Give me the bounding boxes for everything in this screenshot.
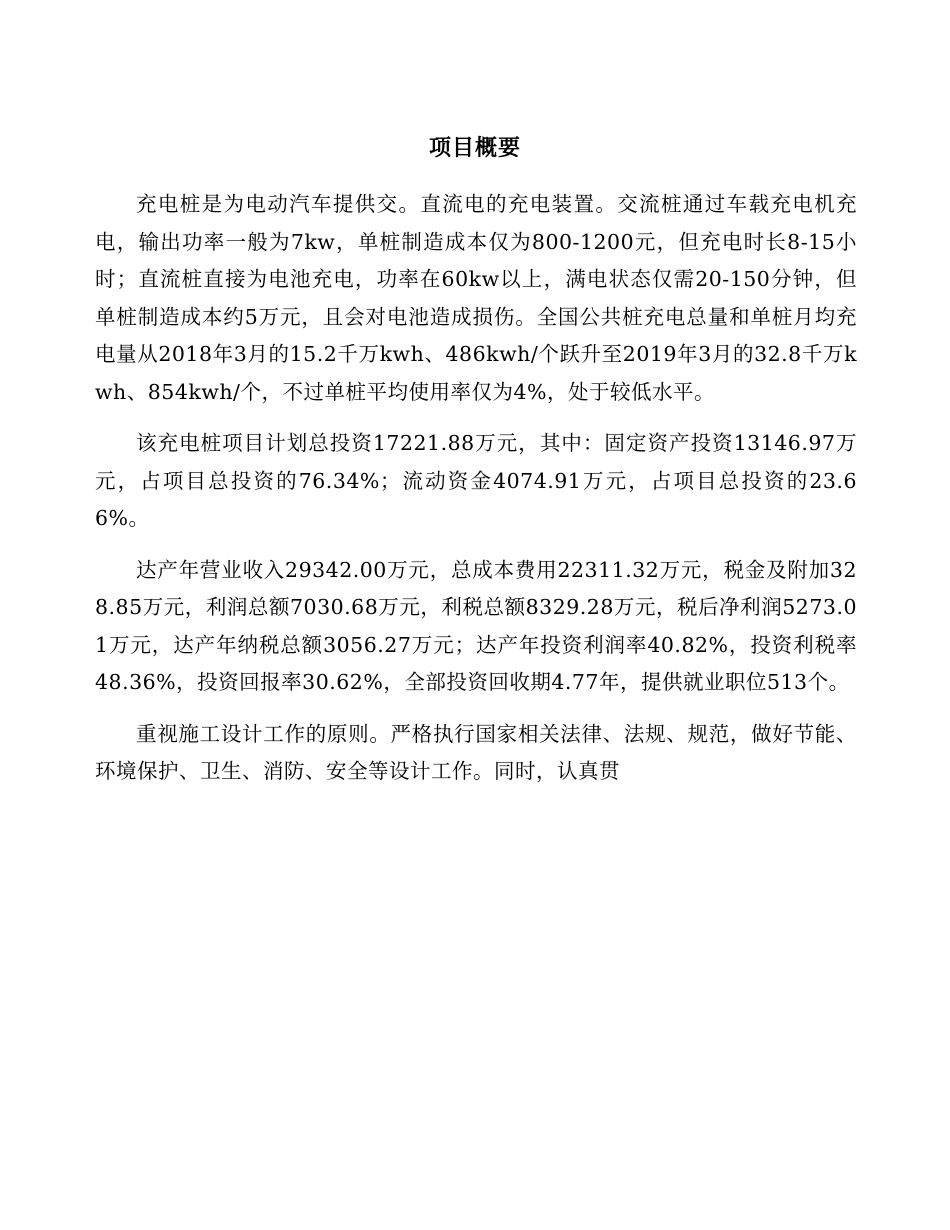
paragraph-design-principles: 重视施工设计工作的原则。严格执行国家相关法律、法规、规范，做好节能、环境保护、卫生、消防、安全等设计工作。同时，认真贯 xyxy=(95,721,857,783)
paragraph-financials: 达产年营业收入29342.00万元，总成本费用22311.32万元，税金及附加328.85万元，利润总额7030.68万元，利税总额8329.28万元，税后净利润5273.01万元，达产年纳税总额3056.27万元；达产年投资利润率40.82%，投资利税率48.36%，投资回报率30.62%，全部投资回收期4.77年，提供就业职位513个。 xyxy=(95,557,857,694)
document-body xyxy=(95,186,857,791)
paragraph-investment: 该充电桩项目计划总投资17221.88万元，其中：固定资产投资13146.97万元，占项目总投资的76.34%；流动资金4074.91万元，占项目总投资的23.66%。 xyxy=(95,431,857,530)
document-title: 项目概要 xyxy=(428,136,521,161)
paragraph-overview: 充电桩是为电动汽车提供交。直流电的充电装置。交流桩通过车载充电机充电，输出功率一般为7kw，单桩制造成本仅为800-1200元，但充电时长8-15小时；直流桩直接为电池充电，功率在60kw以上，满电状态仅需20-150分钟，但单桩制造成本约5万元，且会对电池造成损伤。全国公共桩充电总量和单桩月均充电量从2018年3月的15.2千万kwh、486kwh/个跃升至2019年3月的32.8千万kwh、854kwh/个，不过单桩平均使用率仅为4%，处于较低水平。 xyxy=(95,192,857,404)
